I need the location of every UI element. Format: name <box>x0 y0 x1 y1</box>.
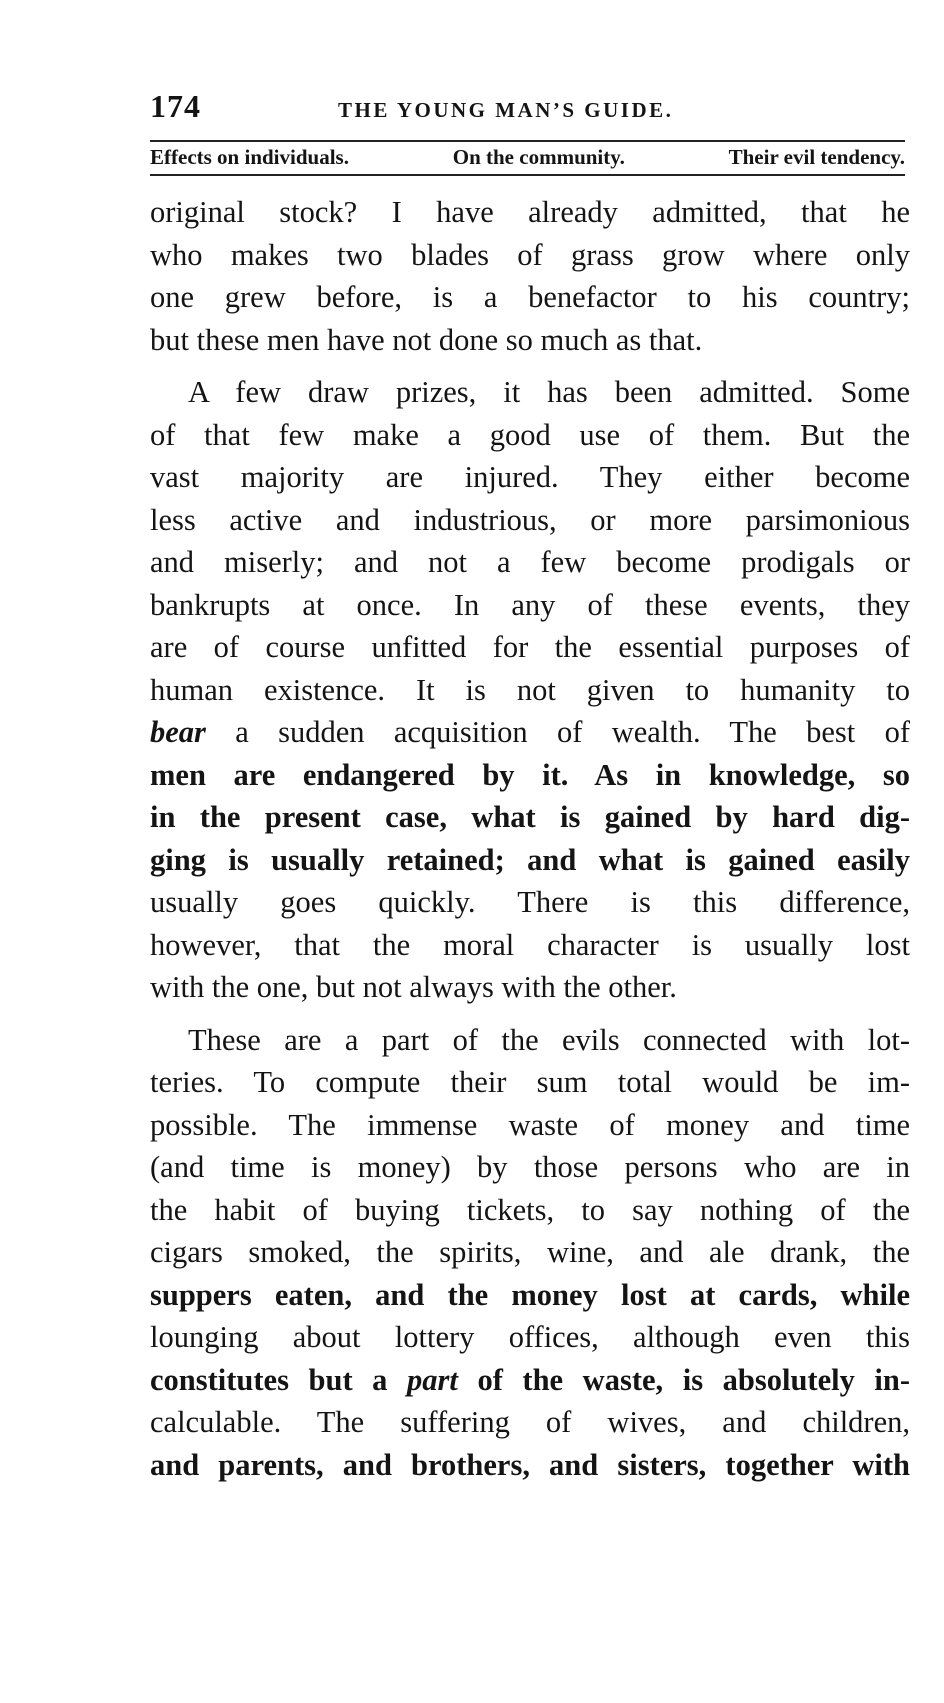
text-line: possible. The immense waste of money and time <box>150 1107 910 1142</box>
summary-part-3: Their evil tendency. <box>728 145 905 169</box>
text-line: calculable. The suffering of wives, and children, <box>150 1405 910 1439</box>
summary-part-1: Effects on individuals. <box>150 145 349 169</box>
text-line: in the present case, what is gained by hard dig- <box>150 800 910 834</box>
text-line: but these men have not done so much as that. <box>150 322 703 357</box>
page-number: 174 <box>150 88 201 124</box>
text-line: however, that the moral character is usually lost <box>150 927 910 962</box>
text-line: the habit of buying tickets, to say nothing of the <box>150 1192 910 1227</box>
text-line: (and time is money) by those persons who are in <box>150 1150 910 1184</box>
text-line-with-italic <box>150 711 910 754</box>
italic-word-bear: bear <box>150 715 206 749</box>
text-line: teries. To compute their sum total would be im- <box>150 1065 910 1099</box>
text-line: human existence. It is not given to humanity to <box>150 672 910 707</box>
text-line: with the one, but not always with the other. <box>150 970 677 1004</box>
chapter-summary-line <box>150 140 905 176</box>
text-line: vast majority are injured. They either become <box>150 460 910 494</box>
text-line: lounging about lottery offices, although even this <box>150 1320 910 1354</box>
text-line: who makes two blades of grass grow where only <box>150 237 910 272</box>
text-line: original stock? I have already admitted, that he <box>150 195 910 229</box>
text-line: A few draw prizes, it has been admitted. Some <box>188 375 910 409</box>
paragraph-3 <box>150 1019 910 1487</box>
text-line: less active and industrious, or more parsimonious <box>150 502 910 537</box>
paragraph-2 <box>150 371 910 1009</box>
line-rest: of the waste, is absolutely in- <box>457 1362 911 1397</box>
text-line: These are a part of the evils connected with lot- <box>188 1022 910 1057</box>
summary-part-2: On the community. <box>452 145 625 169</box>
body-text <box>150 191 910 1486</box>
page-header <box>150 88 905 138</box>
line-rest: a sudden acquisition of wealth. The best of <box>205 715 910 749</box>
running-title: THE YOUNG MAN’S GUIDE. <box>338 98 674 122</box>
italic-word-part: part <box>407 1362 458 1397</box>
paragraph-1 <box>150 191 910 361</box>
text-line: and miserly; and not a few become prodigals or <box>150 545 910 579</box>
text-line: of that few make a good use of them. But the <box>150 417 910 452</box>
text-line: one grew before, is a benefactor to his country; <box>150 280 910 314</box>
text-line: usually goes quickly. There is this difference, <box>150 885 910 919</box>
text-line: ging is usually retained; and what is gained easily <box>150 842 910 877</box>
text-line: suppers eaten, and the money lost at cards, while <box>150 1277 910 1312</box>
text-line: men are endangered by it. As in knowledge, so <box>150 757 910 792</box>
text-line: and parents, and brothers, and sisters, together with <box>150 1447 910 1482</box>
line-start: constitutes but a <box>150 1362 408 1397</box>
text-line: are of course unfitted for the essential purposes of <box>150 630 910 664</box>
text-line: cigars smoked, the spirits, wine, and ale drank, the <box>150 1235 910 1269</box>
text-line: bankrupts at once. In any of these events, they <box>150 587 910 622</box>
text-line-with-italic <box>150 1359 910 1402</box>
